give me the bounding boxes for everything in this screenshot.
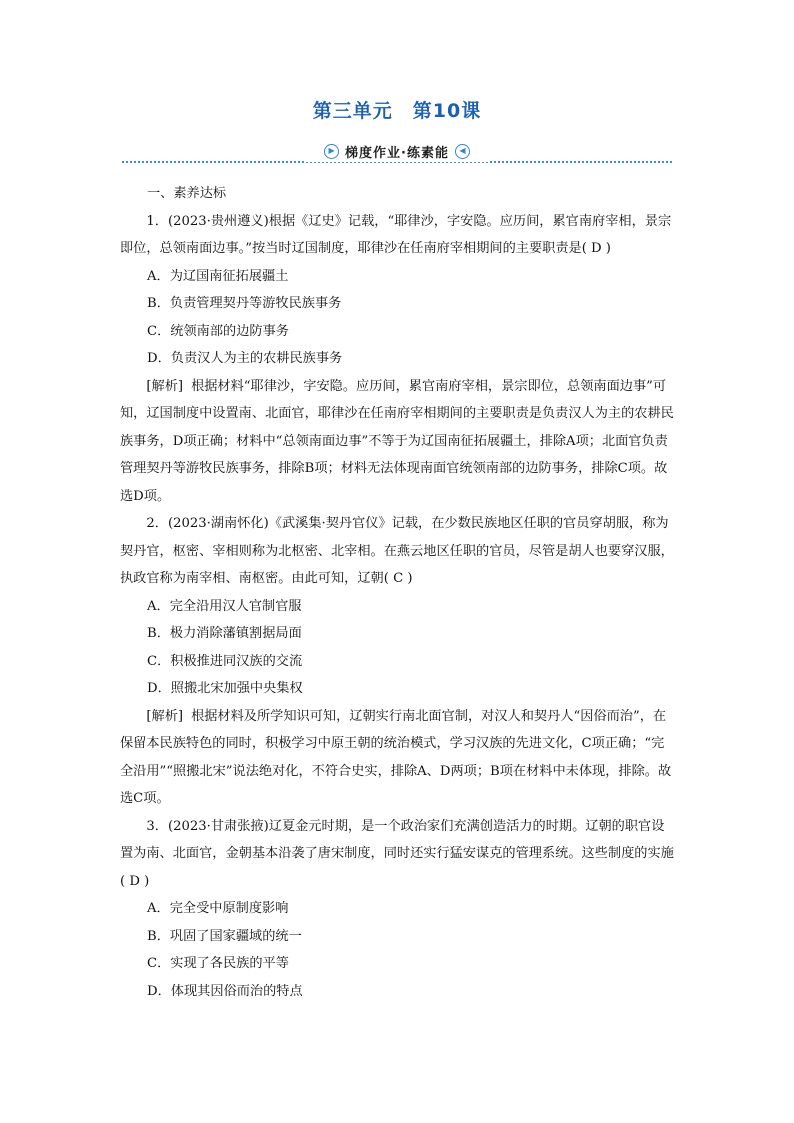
analysis-text: 根据材料“耶律沙，字安隐。应历间，累官南府宰相，景宗即位，总领南面边事”可知，辽国制度中设置南、北面官，耶律沙在任南府宰相期间的主要职责是负责汉人为主的农耕民族事务，D项正确；材料中“总领南面边事”不等于为辽国南征拓展疆土，排除A项；北面官负责管理契丹等游牧民族事务，排除B项；材料无法体现南面官统领南部的边防事务，排除C项。故选D项。 xyxy=(120,378,674,504)
section-heading: 一、素养达标 xyxy=(147,186,227,201)
option: B．巩固了国家疆域的统一 xyxy=(147,928,302,944)
analysis-tag: [解析] xyxy=(146,708,184,724)
option: A．为辽国南征拓展疆土 xyxy=(147,268,289,284)
worksheet-content xyxy=(120,180,675,1005)
question-stem: 2．(2023·湖南怀化)《武溪集·契丹官仪》记载，在少数民族地区任职的官员穿胡服，称为契丹官，枢密、宰相则称为北枢密、北宰相。在燕云地区任职的官员，尽管是胡人也要穿汉服，执政官称为南宰相、南枢密。由此可知，辽朝( C ) xyxy=(120,516,674,586)
option: D．体现其因俗而治的特点 xyxy=(147,983,303,999)
section-banner xyxy=(122,140,672,164)
analysis-paragraph xyxy=(120,703,675,813)
option: C．实现了各民族的平等 xyxy=(147,956,289,971)
analysis-paragraph xyxy=(120,373,675,511)
option: B．负责管理契丹等游牧民族事务 xyxy=(147,296,342,311)
option: A．完全受中原制度影响 xyxy=(147,901,289,916)
question-stem: 1．(2023·贵州遵义)根据《辽史》记载，“耶律沙，字安隐。应历间，累官南府宰相，景宗即位，总领南面边事。”按当时辽国制度，耶律沙在任南府宰相期间的主要职责是( D ) xyxy=(120,213,672,256)
page-title: 第三单元 第10课 xyxy=(312,100,482,122)
option: C．统领南部的边防事务 xyxy=(147,323,289,339)
arrow-right-icon: ▶ xyxy=(324,144,339,159)
option: A．完全沿用汉人官制官服 xyxy=(147,598,302,614)
option: D．照搬北宋加强中央集权 xyxy=(147,681,303,696)
arrow-left-icon: ◀ xyxy=(455,144,470,159)
option: C．积极推进同汉族的交流 xyxy=(147,653,303,669)
banner-label: 梯度作业·练素能 xyxy=(345,145,449,161)
option: B．极力消除藩镇割据局面 xyxy=(147,626,302,641)
analysis-tag: [解析] xyxy=(146,378,184,394)
question-stem: 3．(2023·甘肃张掖)辽夏金元时期，是一个政治家们充满创造活力的时期。辽朝的职官设置为南、北面官，金朝基本沿袭了唐宋制度，同时还实行猛安谋克的管理系统。这些制度的实施( D ) xyxy=(120,818,674,889)
analysis-text: 根据材料及所学知识可知，辽朝实行南北面官制，对汉人和契丹人“因俗而治”，在保留本民族特色的同时，积极学习中原王朝的统治模式，学习汉族的先进文化，C项正确；“完全沿用”“照搬北宋”说法绝对化，不符合史实，排除A、D两项；B项在材料中未体现，排除。故选C项。 xyxy=(120,708,672,806)
option: D．负责汉人为主的农耕民族事务 xyxy=(147,351,343,366)
